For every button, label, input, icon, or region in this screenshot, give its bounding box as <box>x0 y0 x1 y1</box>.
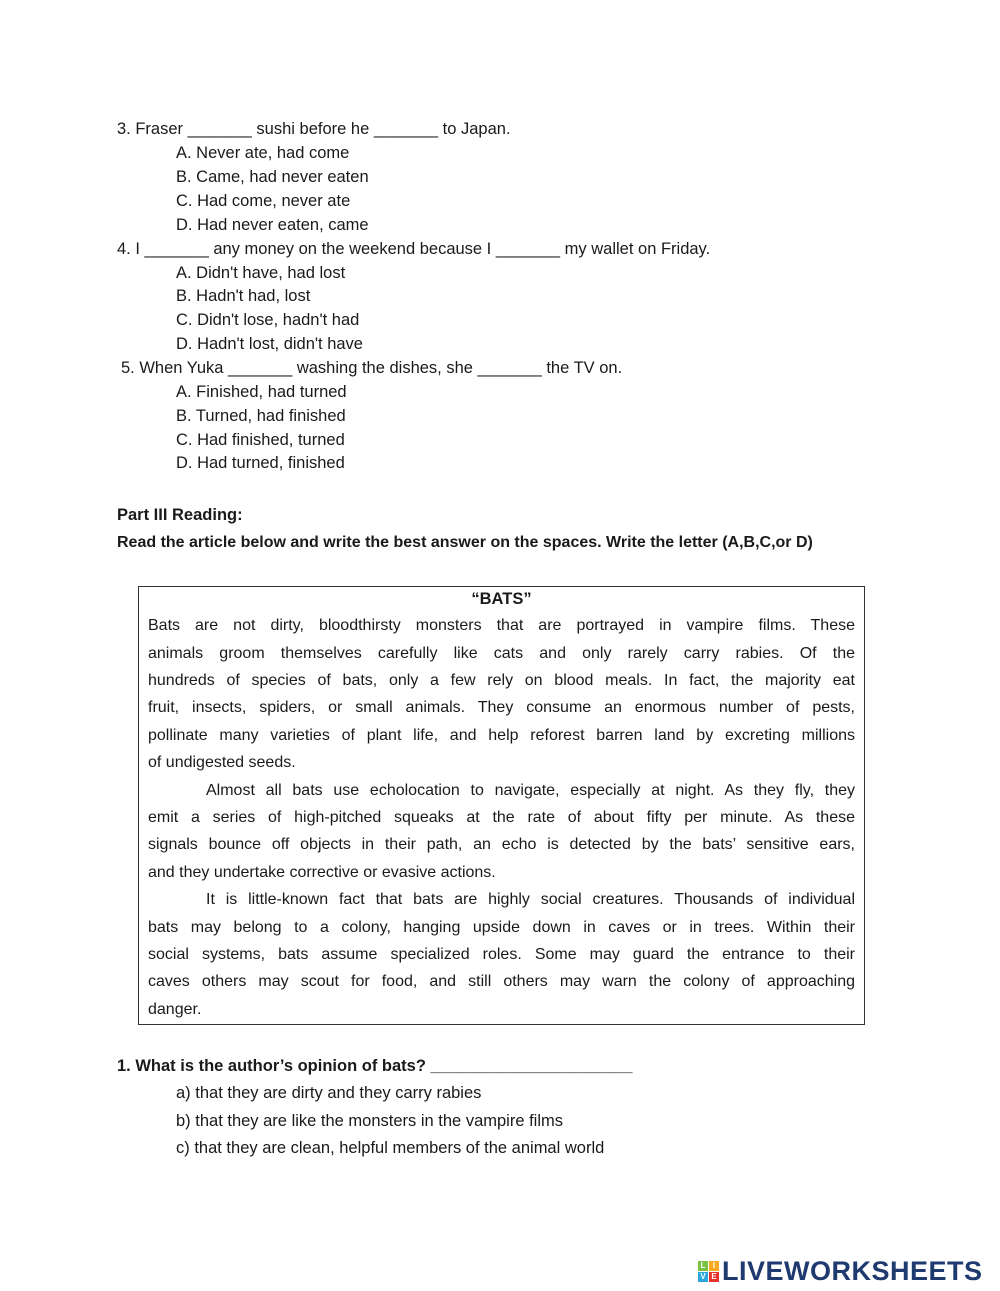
option: C. Had finished, turned <box>176 431 345 449</box>
question-stem: 3. Fraser _______ sushi before he _______ to Japan. <box>117 120 511 138</box>
passage-line: social systems, bats assume specialized roles. Some may guard the entrance to their <box>148 946 855 963</box>
option: D. Hadn't lost, didn't have <box>176 335 363 353</box>
passage-line: of undigested seeds. <box>148 754 296 771</box>
passage-line: pollinate many varieties of plant life, and help reforest barren land by excreting millions <box>148 727 855 744</box>
passage-line: danger. <box>148 1001 202 1018</box>
liveworksheets-logo <box>698 1256 983 1287</box>
passage-title: “BATS” <box>471 590 532 608</box>
passage-line: hundreds of species of bats, only a few rely on blood meals. In fact, the majority eat <box>148 672 855 689</box>
question-stem: 5. When Yuka _______ washing the dishes, she _______ the TV on. <box>121 359 623 377</box>
option: C. Didn't lose, hadn't had <box>176 311 360 329</box>
option: a) that they are dirty and they carry rabies <box>176 1084 482 1102</box>
question-stem: 4. I _______ any money on the weekend because I _______ my wallet on Friday. <box>117 240 711 258</box>
option: D. Had turned, finished <box>176 454 345 472</box>
section-heading: Part III Reading: <box>117 506 243 524</box>
option: c) that they are clean, helpful members of the animal world <box>176 1139 605 1157</box>
passage-line: It is little-known fact that bats are highly social creatures. Thousands of individual <box>206 891 855 908</box>
option: b) that they are like the monsters in the vampire films <box>176 1112 563 1130</box>
passage-line: animals groom themselves carefully like cats and only rarely carry rabies. Of the <box>148 645 855 662</box>
passage-line: signals bounce off objects in their path, an echo is detected by the bats’ sensitive ears, <box>148 836 855 853</box>
passage-line: Bats are not dirty, bloodthirsty monsters that are portrayed in vampire films. These <box>148 617 855 634</box>
passage-line: and they undertake corrective or evasive actions. <box>148 864 496 881</box>
section-instruction: Read the article below and write the best answer on the spaces. Write the letter (A,B,C,or D) <box>117 534 813 551</box>
badge-letter: V <box>698 1272 708 1282</box>
option: D. Had never eaten, came <box>176 216 369 234</box>
passage-line: bats may belong to a colony, hanging upside down in caves or in trees. Within their <box>148 919 855 936</box>
badge-letter: E <box>709 1272 719 1282</box>
logo-text: LIVEWORKSHEETS <box>722 1256 983 1286</box>
option: A. Didn't have, had lost <box>176 264 346 282</box>
badge-letter: I <box>709 1261 719 1271</box>
option: A. Finished, had turned <box>176 383 347 401</box>
passage-line: Almost all bats use echolocation to navigate, especially at night. As they fly, they <box>206 782 855 799</box>
option: B. Hadn't had, lost <box>176 287 311 305</box>
live-badge-icon <box>698 1261 719 1282</box>
badge-letter: L <box>698 1261 708 1271</box>
passage-box <box>138 586 865 1025</box>
passage-line: fruit, insects, spiders, or small animals. They consume an enormous number of pests, <box>148 699 855 716</box>
passage-line: caves others may scout for food, and still others may warn the colony of approaching <box>148 973 855 990</box>
option: B. Turned, had finished <box>176 407 346 425</box>
passage-line: emit a series of high-pitched squeaks at the rate of about fifty per minute. As these <box>148 809 855 826</box>
option: A. Never ate, had come <box>176 144 350 162</box>
option: B. Came, had never eaten <box>176 168 369 186</box>
question-stem: 1. What is the author’s opinion of bats? ______________________ <box>117 1057 633 1075</box>
option: C. Had come, never ate <box>176 192 351 210</box>
